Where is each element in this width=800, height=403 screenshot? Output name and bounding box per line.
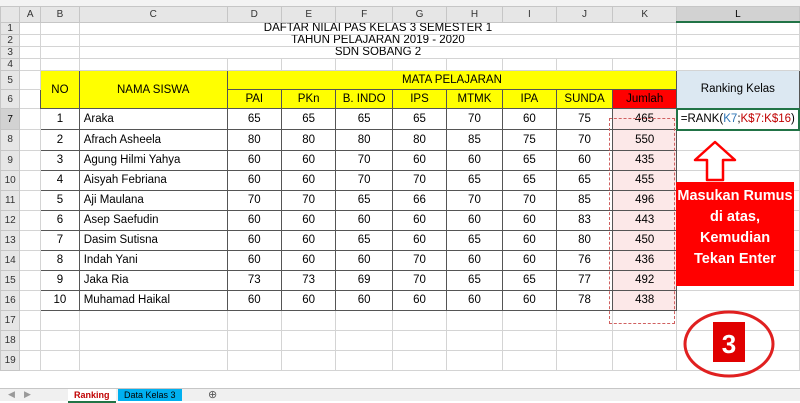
- cell-score[interactable]: 80: [392, 130, 446, 151]
- column-header[interactable]: K: [613, 7, 677, 23]
- cell-score[interactable]: 60: [502, 250, 556, 270]
- column-header-selected[interactable]: L: [677, 7, 799, 23]
- cell-score[interactable]: 60: [447, 290, 503, 310]
- cell-nama[interactable]: Muhamad Haikal: [79, 290, 227, 310]
- cell-score[interactable]: 60: [502, 210, 556, 230]
- select-all-corner[interactable]: [1, 7, 20, 23]
- cell-score[interactable]: 65: [502, 170, 556, 190]
- cell-score[interactable]: 60: [227, 230, 281, 250]
- column-header[interactable]: D: [227, 7, 281, 23]
- row-header[interactable]: 4: [1, 59, 20, 71]
- school-name[interactable]: SDN SOBANG 2: [79, 47, 677, 59]
- cell-score[interactable]: 60: [392, 290, 446, 310]
- header-subject[interactable]: PKn: [281, 90, 336, 109]
- cell-score[interactable]: 73: [281, 270, 336, 290]
- cell-score[interactable]: 60: [336, 210, 392, 230]
- cell-score[interactable]: 60: [281, 170, 336, 190]
- cell-score[interactable]: 69: [336, 270, 392, 290]
- cell-score[interactable]: 60: [392, 230, 446, 250]
- cell-score[interactable]: 66: [392, 190, 446, 210]
- cell-score[interactable]: 60: [227, 210, 281, 230]
- formula-prefix: =RANK(: [680, 113, 724, 125]
- column-header[interactable]: I: [502, 7, 556, 23]
- cell-score[interactable]: 60: [502, 109, 556, 130]
- cell-score[interactable]: 60: [392, 210, 446, 230]
- cell-jumlah[interactable]: 496: [613, 190, 677, 210]
- cell-score[interactable]: 60: [281, 150, 336, 170]
- header-subject[interactable]: IPA: [502, 90, 556, 109]
- cell-nama[interactable]: Aisyah Febriana: [79, 170, 227, 190]
- column-header[interactable]: C: [79, 7, 227, 23]
- cell-score[interactable]: 60: [447, 150, 503, 170]
- up-arrow-icon: [692, 140, 738, 182]
- row-header[interactable]: 6: [1, 90, 20, 109]
- cell-jumlah[interactable]: 450: [613, 230, 677, 250]
- column-header[interactable]: B: [41, 7, 80, 23]
- cell-score[interactable]: 65: [281, 109, 336, 130]
- column-header[interactable]: G: [392, 7, 446, 23]
- cell-score[interactable]: 60: [227, 170, 281, 190]
- cell-score[interactable]: 75: [502, 130, 556, 151]
- column-header[interactable]: F: [336, 7, 392, 23]
- cell-nama[interactable]: Dasim Sutisna: [79, 230, 227, 250]
- cell-score[interactable]: 60: [447, 250, 503, 270]
- cell-score[interactable]: 65: [336, 109, 392, 130]
- active-cell-formula[interactable]: [677, 109, 799, 130]
- tab-prev-icon[interactable]: ◀: [8, 389, 15, 399]
- tab-next-icon[interactable]: ▶: [24, 389, 31, 399]
- cell-score[interactable]: 65: [336, 190, 392, 210]
- cell-score[interactable]: 65: [502, 150, 556, 170]
- formula-separator: ;: [737, 113, 741, 125]
- cell-jumlah[interactable]: 435: [613, 150, 677, 170]
- column-header-row: [1, 7, 800, 23]
- cell-jumlah[interactable]: 438: [613, 290, 677, 310]
- cell-score[interactable]: 70: [336, 170, 392, 190]
- formula-suffix: ): [791, 113, 795, 125]
- cell-nama[interactable]: Asep Saefudin: [79, 210, 227, 230]
- cell-score[interactable]: 70: [227, 190, 281, 210]
- row-header[interactable]: 15: [1, 270, 20, 290]
- cell-jumlah[interactable]: 455: [613, 170, 677, 190]
- cell-score[interactable]: 60: [502, 230, 556, 250]
- header-subject[interactable]: IPS: [392, 90, 446, 109]
- row-header[interactable]: 5: [1, 71, 20, 90]
- column-header[interactable]: A: [20, 7, 41, 23]
- row-header[interactable]: 8: [1, 130, 20, 151]
- cell-score[interactable]: 80: [227, 130, 281, 151]
- cell-score[interactable]: 78: [556, 290, 612, 310]
- row-header[interactable]: 18: [1, 330, 20, 350]
- cell-no[interactable]: 6: [41, 210, 80, 230]
- step-number: 3: [721, 329, 737, 359]
- step-badge: [681, 308, 777, 380]
- sheet-title[interactable]: DAFTAR NILAI PAS KELAS 3 SEMESTER 1: [79, 22, 677, 35]
- header-subject[interactable]: PAI: [227, 90, 281, 109]
- instruction-callout: [676, 182, 794, 286]
- cell-score[interactable]: 70: [556, 130, 612, 151]
- header-nama-siswa[interactable]: NAMA SISWA: [79, 71, 227, 109]
- cell-jumlah[interactable]: 550: [613, 130, 677, 151]
- formula-range: K$7:K$16: [740, 113, 792, 125]
- cell-score[interactable]: 60: [556, 150, 612, 170]
- callout-line: Masukan Rumus: [677, 188, 793, 204]
- cell-nama[interactable]: Jaka Ria: [79, 270, 227, 290]
- cell-score[interactable]: 70: [502, 190, 556, 210]
- cell-score[interactable]: 65: [556, 170, 612, 190]
- cell-jumlah[interactable]: 443: [613, 210, 677, 230]
- cell-score[interactable]: 70: [447, 109, 503, 130]
- cell-score[interactable]: 60: [447, 210, 503, 230]
- cell-no[interactable]: 1: [41, 109, 80, 130]
- cell-jumlah[interactable]: 436: [613, 250, 677, 270]
- cell-score[interactable]: 75: [556, 109, 612, 130]
- cell-score[interactable]: 70: [392, 250, 446, 270]
- cell-score[interactable]: 60: [502, 290, 556, 310]
- column-header[interactable]: H: [447, 7, 503, 23]
- cell-no[interactable]: 9: [41, 270, 80, 290]
- cell-score[interactable]: 70: [447, 190, 503, 210]
- cell-score[interactable]: 70: [281, 190, 336, 210]
- row-header[interactable]: 17: [1, 310, 20, 330]
- cell-score[interactable]: 70: [392, 170, 446, 190]
- header-ranking-kelas[interactable]: Ranking Kelas: [677, 71, 799, 109]
- cell-score[interactable]: 60: [227, 150, 281, 170]
- cell-score[interactable]: 73: [227, 270, 281, 290]
- cell-score[interactable]: 70: [336, 150, 392, 170]
- cell-nama[interactable]: Indah Yani: [79, 250, 227, 270]
- header-subject[interactable]: SUNDA: [556, 90, 612, 109]
- cell-score[interactable]: 60: [281, 210, 336, 230]
- cell-score[interactable]: 60: [336, 290, 392, 310]
- cell-score[interactable]: 65: [447, 230, 503, 250]
- cell-score[interactable]: 65: [336, 230, 392, 250]
- cell-score[interactable]: 65: [447, 170, 503, 190]
- row-header-selected[interactable]: 7: [1, 109, 20, 130]
- row-header[interactable]: 13: [1, 230, 20, 250]
- cell-score[interactable]: 80: [336, 130, 392, 151]
- cell-score[interactable]: 60: [227, 250, 281, 270]
- cell-no[interactable]: 7: [41, 230, 80, 250]
- callout-line: Tekan Enter: [694, 251, 776, 267]
- cell-score[interactable]: 65: [447, 270, 503, 290]
- cell-ranking[interactable]: [677, 290, 799, 310]
- header-mata-pelajaran[interactable]: MATA PELAJARAN: [227, 71, 677, 90]
- cell-score[interactable]: 80: [556, 230, 612, 250]
- row-header[interactable]: 3: [1, 47, 20, 59]
- callout-line: Kemudian: [699, 230, 771, 246]
- cell-score[interactable]: 60: [281, 290, 336, 310]
- sheet-tab-ranking[interactable]: Ranking: [68, 389, 116, 403]
- header-subject[interactable]: MTMK: [447, 90, 503, 109]
- cell-score[interactable]: 65: [502, 270, 556, 290]
- cell-no[interactable]: 5: [41, 190, 80, 210]
- cell-nama[interactable]: Agung Hilmi Yahya: [79, 150, 227, 170]
- column-header[interactable]: E: [281, 7, 336, 23]
- cell-no[interactable]: 2: [41, 130, 80, 151]
- cell-no[interactable]: 8: [41, 250, 80, 270]
- formula-ref: K7: [723, 113, 738, 125]
- cell-no[interactable]: 4: [41, 170, 80, 190]
- row-header[interactable]: 1: [1, 22, 20, 35]
- cell-nama[interactable]: Araka: [79, 109, 227, 130]
- cell-no[interactable]: 10: [41, 290, 80, 310]
- cell-score[interactable]: 70: [392, 270, 446, 290]
- callout-line: di atas,: [710, 209, 760, 225]
- header-no[interactable]: NO: [41, 71, 80, 109]
- header-jumlah[interactable]: Jumlah: [613, 90, 677, 109]
- cell-score[interactable]: 83: [556, 210, 612, 230]
- cell-score[interactable]: 60: [336, 250, 392, 270]
- cell-score[interactable]: 85: [447, 130, 503, 151]
- column-header[interactable]: J: [556, 7, 612, 23]
- row-header[interactable]: 11: [1, 190, 20, 210]
- row-header[interactable]: 12: [1, 210, 20, 230]
- cell-score[interactable]: 65: [227, 109, 281, 130]
- cell-no[interactable]: 3: [41, 150, 80, 170]
- add-sheet-icon[interactable]: ⊕: [208, 389, 218, 401]
- row-header[interactable]: 16: [1, 290, 20, 310]
- row-header[interactable]: 10: [1, 170, 20, 190]
- cell-score[interactable]: 60: [392, 150, 446, 170]
- row-header[interactable]: 19: [1, 350, 20, 370]
- row-header[interactable]: 14: [1, 250, 20, 270]
- header-subject[interactable]: B. INDO: [336, 90, 392, 109]
- cell-score[interactable]: 80: [281, 130, 336, 151]
- sheet-subtitle[interactable]: TAHUN PELAJARAN 2019 - 2020: [79, 35, 677, 47]
- row-header[interactable]: 2: [1, 35, 20, 47]
- sheet-tab-bar: [0, 388, 800, 401]
- cell-score[interactable]: 85: [556, 190, 612, 210]
- row-header[interactable]: 9: [1, 150, 20, 170]
- cell-nama[interactable]: Afrach Asheela: [79, 130, 227, 151]
- cell-score[interactable]: 60: [281, 230, 336, 250]
- cell-score[interactable]: 60: [281, 250, 336, 270]
- cell-jumlah[interactable]: 465: [613, 109, 677, 130]
- cell-jumlah[interactable]: 492: [613, 270, 677, 290]
- cell-nama[interactable]: Aji Maulana: [79, 190, 227, 210]
- cell-score[interactable]: 77: [556, 270, 612, 290]
- cell-score[interactable]: 76: [556, 250, 612, 270]
- sheet-tab-data-kelas[interactable]: Data Kelas 3: [118, 389, 182, 401]
- cell-score[interactable]: 60: [227, 290, 281, 310]
- cell-score[interactable]: 65: [392, 109, 446, 130]
